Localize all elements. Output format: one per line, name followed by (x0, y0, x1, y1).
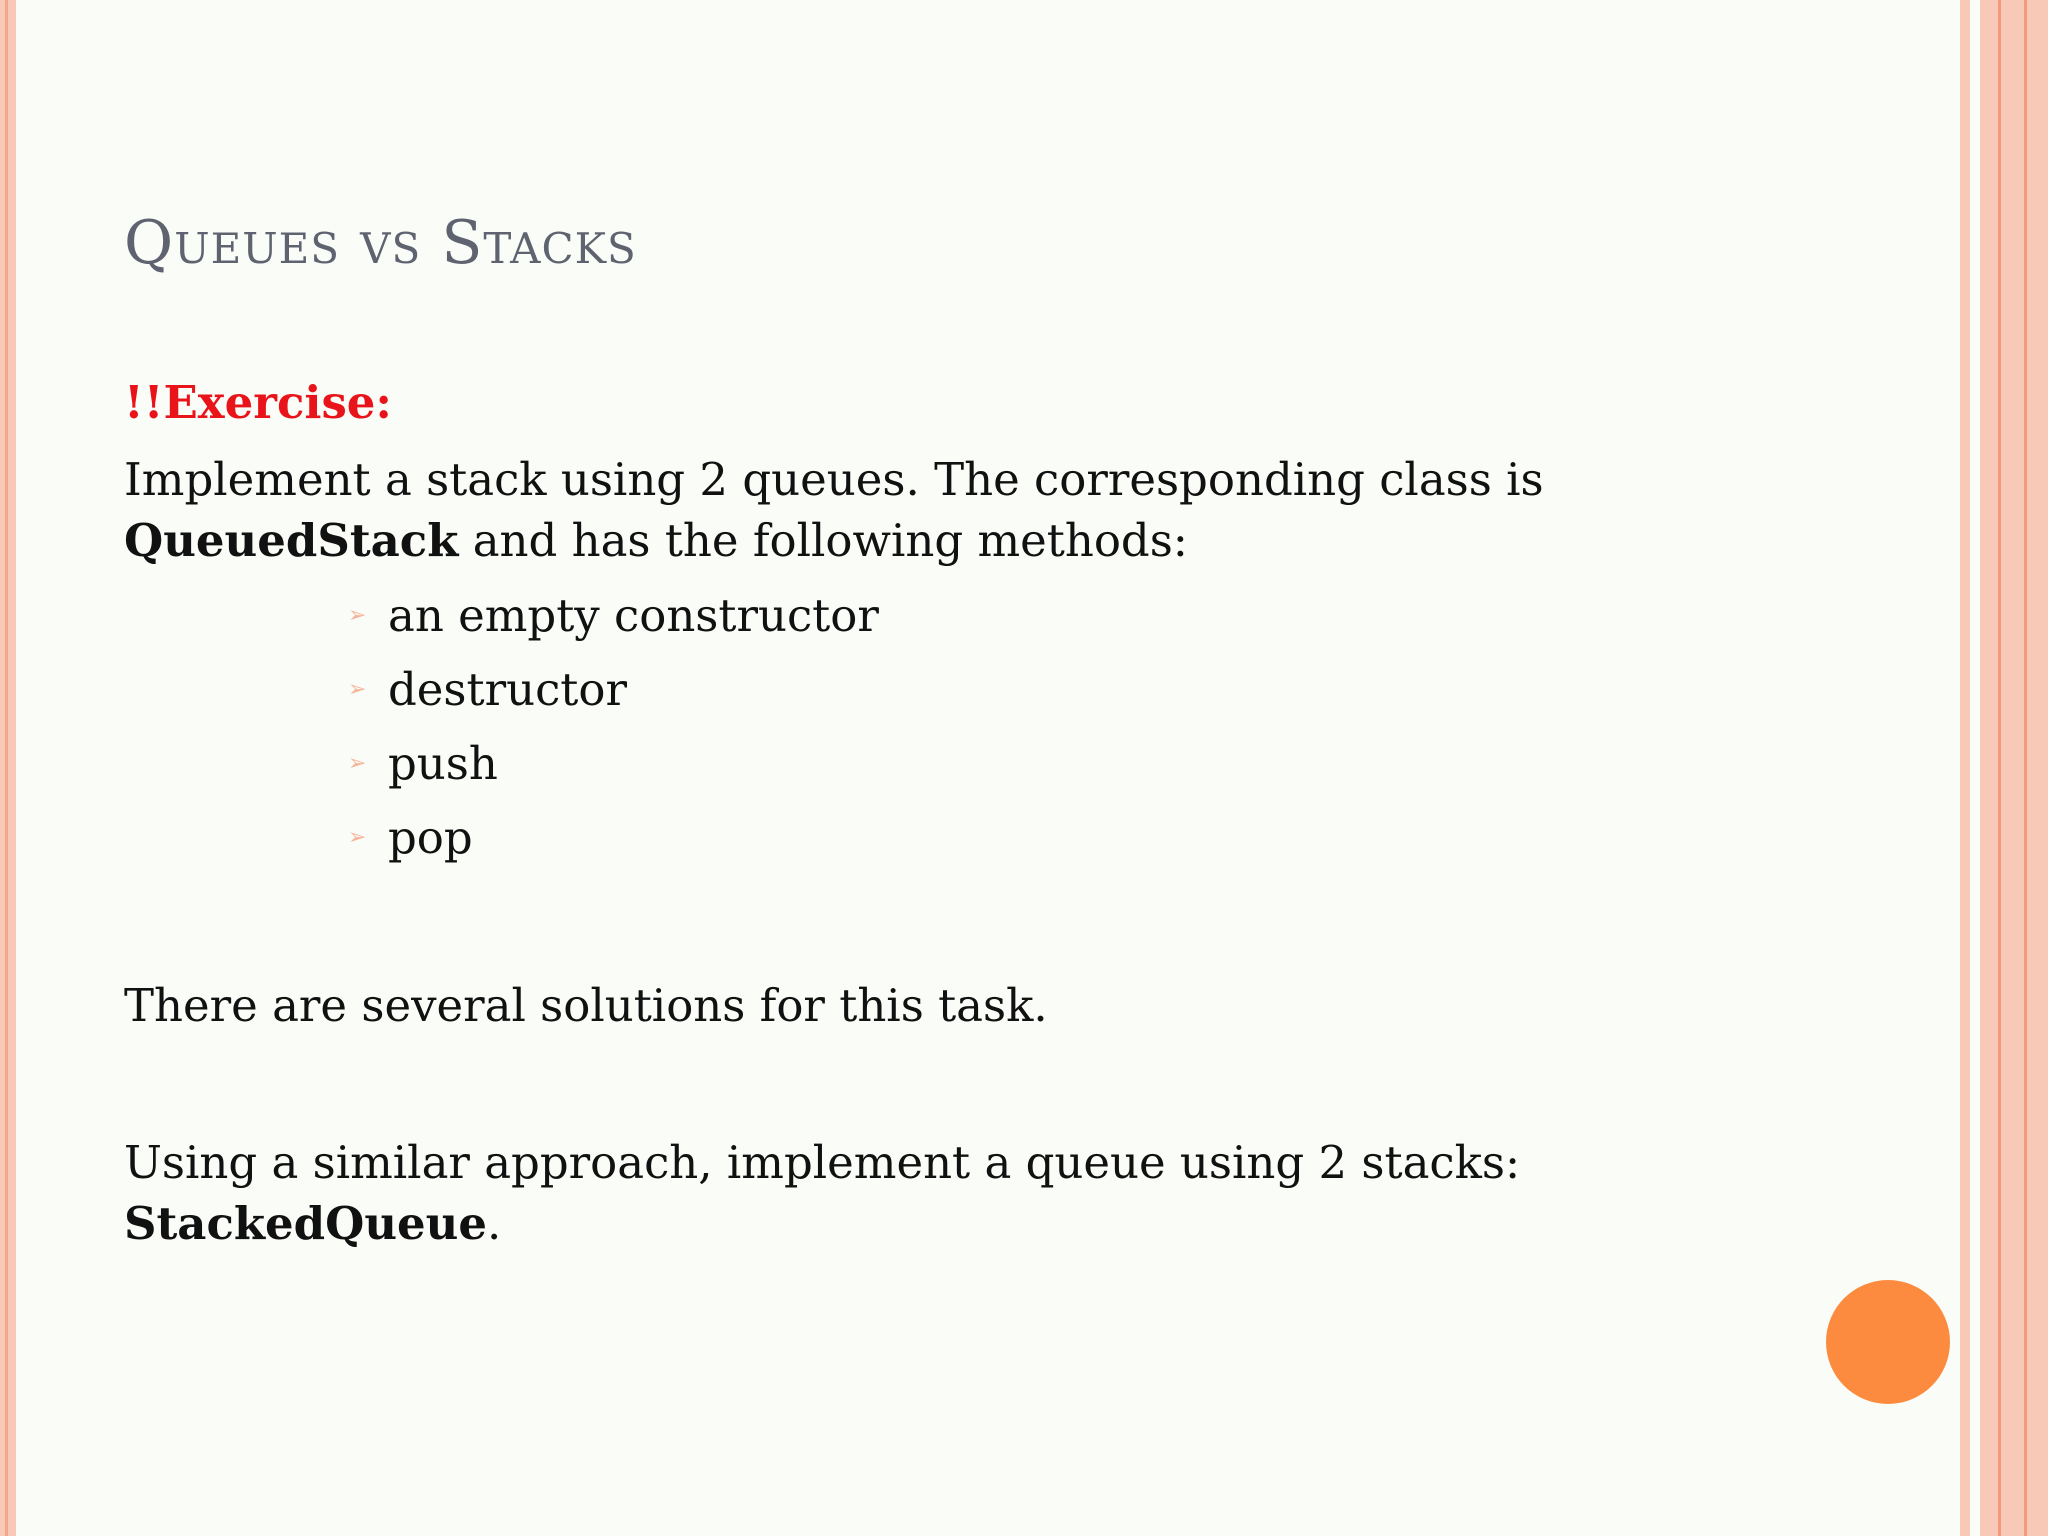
followup-period: . (487, 1197, 502, 1250)
method-label: pop (388, 811, 473, 864)
list-item (348, 653, 1784, 727)
arrowhead-bullet-icon: ➢ (348, 677, 367, 702)
methods-list (124, 579, 1784, 875)
exercise-label: !!Exercise: (124, 376, 393, 429)
right-border-line (1998, 0, 2001, 1536)
arrowhead-bullet-icon: ➢ (348, 825, 367, 850)
right-border-decoration-outer (1980, 0, 2048, 1536)
list-item (348, 579, 1784, 653)
method-label: an empty constructor (388, 589, 879, 642)
list-item (348, 727, 1784, 801)
right-border-decoration-inner (1960, 0, 1970, 1536)
method-label: push (388, 737, 498, 790)
queued-stack-class-name: QueuedStack (124, 514, 459, 567)
spacer (124, 1036, 1784, 1132)
slide-title: Queues vs Stacks (124, 208, 637, 278)
spacer (124, 875, 1784, 975)
followup-paragraph (124, 1132, 1784, 1254)
solutions-paragraph: There are several solutions for this task. (124, 979, 1048, 1032)
orange-circle-decoration (1826, 1280, 1950, 1404)
list-item (348, 801, 1784, 875)
intro-paragraph (124, 449, 1784, 571)
slide-body (124, 372, 1784, 1254)
right-border-line (2024, 0, 2027, 1536)
arrowhead-bullet-icon: ➢ (348, 751, 367, 776)
intro-line-1: Implement a stack using 2 queues. The corresponding class is (124, 453, 1544, 506)
followup-line-1: Using a similar approach, implement a queue using 2 stacks: (124, 1136, 1521, 1189)
method-label: destructor (388, 663, 627, 716)
arrowhead-bullet-icon: ➢ (348, 603, 367, 628)
stacked-queue-class-name: StackedQueue (124, 1197, 488, 1250)
intro-line-2: and has the following methods: (458, 514, 1188, 567)
left-border-decoration (0, 0, 16, 1536)
